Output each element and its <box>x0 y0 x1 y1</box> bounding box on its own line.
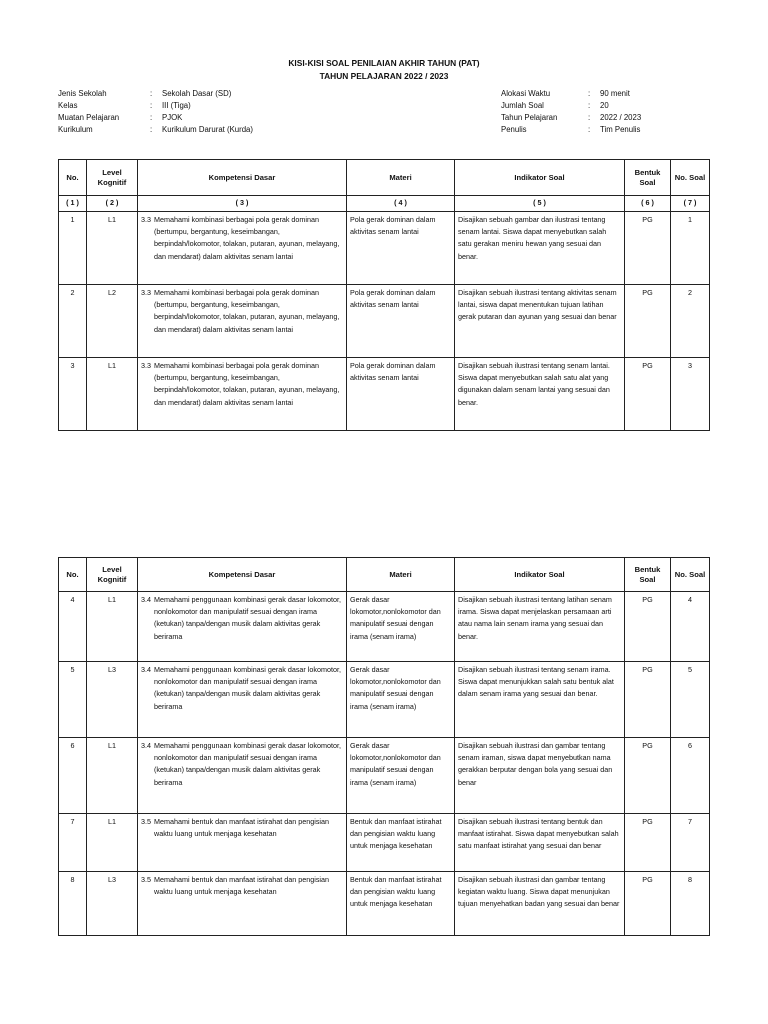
meta-row <box>58 100 253 112</box>
kd-number: 3.3 <box>141 215 151 224</box>
cell-indikator: Disajikan sebuah ilustrasi tentang senam lantai. Siswa dapat menyebutkan salah satu alat yang digunakan dalam senam lantai yang sesuai dan benar. <box>455 358 625 431</box>
cell-bentuk: PG <box>625 662 671 738</box>
meta-label: Penulis <box>501 125 527 134</box>
kisi-table-page2 <box>58 557 710 936</box>
cell-kd <box>138 358 347 431</box>
meta-row <box>501 112 641 124</box>
table-row <box>59 592 710 662</box>
column-number: ( 4 ) <box>347 196 455 212</box>
meta-value: 2022 / 2023 <box>600 113 642 122</box>
cell-bentuk: PG <box>625 285 671 358</box>
cell-nosoal: 8 <box>671 872 710 936</box>
meta-value: PJOK <box>162 113 183 122</box>
header-kd: Kompetensi Dasar <box>138 558 347 592</box>
cell-materi: Pola gerak dominan dalam aktivitas senam lantai <box>347 212 455 285</box>
kd-number: 3.5 <box>141 817 151 826</box>
cell-no: 2 <box>59 285 87 358</box>
meta-row <box>501 100 641 112</box>
meta-colon: : <box>150 125 153 134</box>
meta-right <box>501 88 641 136</box>
cell-no: 6 <box>59 738 87 814</box>
meta-value: Tim Penulis <box>600 125 641 134</box>
header-bentuk: Bentuk Soal <box>625 558 671 592</box>
cell-kd <box>138 738 347 814</box>
column-number: ( 6 ) <box>625 196 671 212</box>
table-row <box>59 212 710 285</box>
cell-indikator: Disajikan sebuah ilustrasi dan gambar tentang senam iraman, siswa dapat menyebutkan nama gerakkan berputar dengan bola yang sesuai dan benar <box>455 738 625 814</box>
table-row <box>59 285 710 358</box>
meta-label: Muatan Pelajaran <box>58 113 120 122</box>
table-row <box>59 662 710 738</box>
meta-value: 20 <box>600 101 609 110</box>
kd-number: 3.4 <box>141 595 151 604</box>
cell-level: L2 <box>87 285 138 358</box>
header-bentuk: Bentuk Soal <box>625 160 671 196</box>
column-number: ( 5 ) <box>455 196 625 212</box>
table-row <box>59 872 710 936</box>
cell-indikator: Disajikan sebuah ilustrasi tentang latihan senam irama. Siswa dapat menjelaskan persamaan arti atau nama lain senam irama yang sesuai dan benar. <box>455 592 625 662</box>
header-indikator: Indikator Soal <box>455 558 625 592</box>
cell-level: L1 <box>87 592 138 662</box>
meta-row <box>501 124 641 136</box>
cell-no: 4 <box>59 592 87 662</box>
header-indikator: Indikator Soal <box>455 160 625 196</box>
cell-no: 3 <box>59 358 87 431</box>
meta-label: Alokasi Waktu <box>501 89 551 98</box>
cell-bentuk: PG <box>625 592 671 662</box>
cell-nosoal: 3 <box>671 358 710 431</box>
meta-value: Sekolah Dasar (SD) <box>162 89 232 98</box>
meta-value: 90 menit <box>600 89 630 98</box>
table-row <box>59 738 710 814</box>
cell-indikator: Disajikan sebuah ilustrasi tentang senam irama. Siswa dapat menunjukkan salah satu bentuk alat dalam senam irama yang sesuai dan benar. <box>455 662 625 738</box>
cell-materi: Bentuk dan manfaat istirahat dan pengisian waktu luang untuk menjaga kesehatan <box>347 872 455 936</box>
header-materi: Materi <box>347 160 455 196</box>
kd-text: Memahami kombinasi berbagai pola gerak dominan (bertumpu, bergantung, keseimbangan, berpindah/lokomotor, tolakan, putaran, ayunan, melayang, dan mendarat) dalam aktivitas senam lantai <box>154 288 340 334</box>
meta-colon: : <box>588 113 591 122</box>
cell-bentuk: PG <box>625 212 671 285</box>
kd-text: Memahami kombinasi berbagai pola gerak dominan (bertumpu, bergantung, keseimbangan, berpindah/lokomotor, tolakan, putaran, ayunan, melayang, dan mendarat) dalam aktivitas senam lantai <box>154 215 340 261</box>
meta-label: Kurikulum <box>58 125 93 134</box>
cell-kd <box>138 592 347 662</box>
cell-level: L3 <box>87 872 138 936</box>
cell-level: L3 <box>87 662 138 738</box>
cell-kd <box>138 212 347 285</box>
table-row <box>59 814 710 872</box>
meta-label: Kelas <box>58 101 78 110</box>
cell-nosoal: 6 <box>671 738 710 814</box>
cell-materi: Gerak dasar lokomotor,nonlokomotor dan manipulatif sesuai dengan irama (senam irama) <box>347 592 455 662</box>
cell-nosoal: 4 <box>671 592 710 662</box>
column-number: ( 2 ) <box>87 196 138 212</box>
header-kd: Kompetensi Dasar <box>138 160 347 196</box>
cell-nosoal: 2 <box>671 285 710 358</box>
meta-row <box>58 88 253 100</box>
kd-text: Memahami penggunaan kombinasi gerak dasar lokomotor, nonlokomotor dan manipulatif sesuai dengan irama (ketukan) tanpa/dengan musik dalam aktivitas gerak berirama <box>154 595 341 641</box>
cell-level: L1 <box>87 814 138 872</box>
document-subtitle: TAHUN PELAJARAN 2022 / 2023 <box>319 71 449 81</box>
cell-indikator: Disajikan sebuah ilustrasi tentang aktivitas senam lantai, siswa dapat menentukan tujuan latihan gerak putaran dan ayunan yang sesuai dan benar <box>455 285 625 358</box>
meta-colon: : <box>588 125 591 134</box>
cell-no: 5 <box>59 662 87 738</box>
meta-row <box>58 124 253 136</box>
cell-materi: Pola gerak dominan dalam aktivitas senam lantai <box>347 285 455 358</box>
cell-indikator: Disajikan sebuah ilustrasi tentang bentuk dan manfaat istirahat. Siswa dapat menyebutkan salah satu manfaat istirahat yang sesuai dan benar <box>455 814 625 872</box>
kd-number: 3.4 <box>141 741 151 750</box>
cell-bentuk: PG <box>625 814 671 872</box>
column-number: ( 1 ) <box>59 196 87 212</box>
cell-indikator: Disajikan sebuah ilustrasi dan gambar tentang kegiatan waktu luang. Siswa dapat menunjukan tujuan menyehatkan badan yang sesuai dan benar <box>455 872 625 936</box>
column-number: ( 3 ) <box>138 196 347 212</box>
cell-level: L1 <box>87 358 138 431</box>
meta-row <box>58 112 253 124</box>
header-row <box>59 558 710 592</box>
kisi-table-page1 <box>58 159 710 431</box>
meta-colon: : <box>588 101 591 110</box>
cell-materi: Gerak dasar lokomotor,nonlokomotor dan manipulatif sesuai dengan irama (senam irama) <box>347 738 455 814</box>
cell-materi: Bentuk dan manfaat istirahat dan pengisian waktu luang untuk menjaga kesehatan <box>347 814 455 872</box>
kd-number: 3.3 <box>141 288 151 297</box>
cell-kd <box>138 814 347 872</box>
document-title: KISI-KISI SOAL PENILAIAN AKHIR TAHUN (PAT) <box>288 58 480 68</box>
kd-text: Memahami bentuk dan manfaat istirahat dan pengisian waktu luang untuk menjaga kesehatan <box>154 817 330 839</box>
header-nosoal: No. Soal <box>671 558 710 592</box>
header-no: No. <box>59 558 87 592</box>
cell-level: L1 <box>87 212 138 285</box>
header-level: Level Kognitif <box>87 558 138 592</box>
kd-number: 3.3 <box>141 361 151 370</box>
meta-left <box>58 88 253 136</box>
cell-nosoal: 1 <box>671 212 710 285</box>
cell-bentuk: PG <box>625 358 671 431</box>
cell-no: 7 <box>59 814 87 872</box>
header-materi: Materi <box>347 558 455 592</box>
cell-nosoal: 5 <box>671 662 710 738</box>
cell-kd <box>138 285 347 358</box>
cell-materi: Pola gerak dominan dalam aktivitas senam lantai <box>347 358 455 431</box>
meta-colon: : <box>150 101 153 110</box>
cell-indikator: Disajikan sebuah gambar dan ilustrasi tentang senam lantai. Siswa dapat menyebutkan salah satu gerakan meniru hewan yang sesuai dan benar. <box>455 212 625 285</box>
header-level: Level Kognitif <box>87 160 138 196</box>
meta-label: Jenis Sekolah <box>58 89 107 98</box>
meta-colon: : <box>150 89 153 98</box>
meta-value: Kurikulum Darurat (Kurda) <box>162 125 253 134</box>
meta-row <box>501 88 641 100</box>
meta-colon: : <box>150 113 153 122</box>
meta-value: III (Tiga) <box>162 101 191 110</box>
cell-bentuk: PG <box>625 738 671 814</box>
header-nosoal: No. Soal <box>671 160 710 196</box>
kd-text: Memahami bentuk dan manfaat istirahat dan pengisian waktu luang untuk menjaga kesehatan <box>154 875 330 897</box>
header-row <box>59 160 710 196</box>
kd-text: Memahami penggunaan kombinasi gerak dasar lokomotor, nonlokomotor dan manipulatif sesuai dengan irama (ketukan) tanpa/dengan musik dalam aktivitas gerak berirama <box>154 665 341 711</box>
column-number: ( 7 ) <box>671 196 710 212</box>
cell-level: L1 <box>87 738 138 814</box>
meta-label: Jumlah Soal <box>501 101 544 110</box>
column-number-row <box>59 196 710 212</box>
meta-colon: : <box>588 89 591 98</box>
cell-bentuk: PG <box>625 872 671 936</box>
cell-kd <box>138 872 347 936</box>
kd-text: Memahami kombinasi berbagai pola gerak dominan (bertumpu, bergantung, keseimbangan, berpindah/lokomotor, tolakan, putaran, ayunan, melayang, dan mendarat) dalam aktivitas senam lantai <box>154 361 340 407</box>
header-no: No. <box>59 160 87 196</box>
cell-no: 8 <box>59 872 87 936</box>
kd-number: 3.5 <box>141 875 151 884</box>
kd-text: Memahami penggunaan kombinasi gerak dasar lokomotor, nonlokomotor dan manipulatif sesuai dengan irama (ketukan) tanpa/dengan musik dalam aktivitas gerak berirama <box>154 741 341 787</box>
cell-materi: Gerak dasar lokomotor,nonlokomotor dan manipulatif sesuai dengan irama (senam irama) <box>347 662 455 738</box>
kd-number: 3.4 <box>141 665 151 674</box>
cell-kd <box>138 662 347 738</box>
cell-nosoal: 7 <box>671 814 710 872</box>
meta-label: Tahun Pelajaran <box>501 113 558 122</box>
cell-no: 1 <box>59 212 87 285</box>
table-row <box>59 358 710 431</box>
